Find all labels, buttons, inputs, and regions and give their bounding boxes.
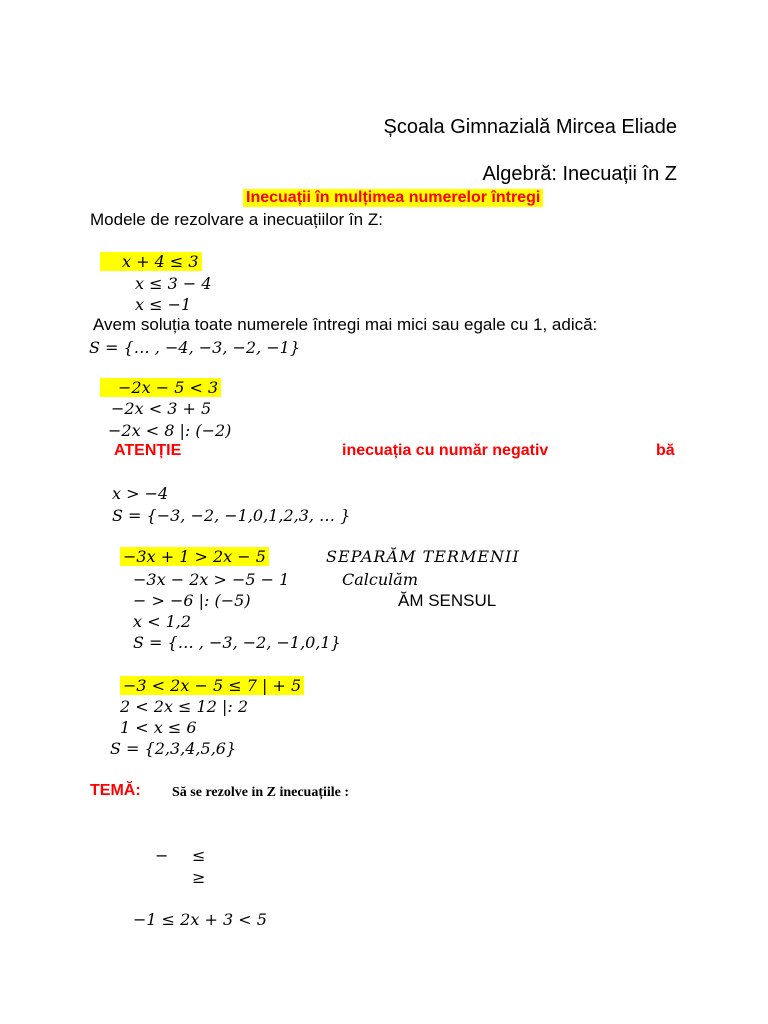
attention-text: inecuația cu număr negativ [342, 442, 549, 459]
ex3-note2: Calculăm [342, 570, 418, 589]
ex3-line4: x < 1,2 [133, 612, 192, 631]
homework-item2: ≥ [192, 868, 206, 887]
intro-text: Modele de rezolvare a inecuațiilor în Z: [90, 210, 383, 229]
ex3-set: S = {… , −3, −2, −1,0,1} [133, 633, 341, 652]
ex3-line3: − > −6 |: (−5) [133, 591, 251, 610]
ex4-line3: 1 < x ≤ 6 [120, 718, 197, 737]
ex4-line2: 2 < 2x ≤ 12 |: 2 [120, 697, 249, 716]
ex3-note3: ĂM SENSUL [398, 591, 497, 610]
ex2-line3: −2x < 8 |: (−2) [108, 421, 232, 440]
homework-item3: −1 ≤ 2x + 3 < 5 [133, 910, 267, 929]
ex3-line1: −3x + 1 > 2x − 5 [120, 547, 269, 566]
homework-label: TEMĂ: [90, 782, 141, 799]
ex3-line2: −3x − 2x > −5 − 1 [133, 570, 290, 589]
ex2-line4: x > −4 [112, 484, 169, 503]
homework-text: Să se rezolve in Z inecuațiile : [172, 785, 350, 800]
ex3-note1: SEPARĂM TERMENII [326, 547, 520, 566]
ex1-line1: x + 4 ≤ 3 [100, 252, 202, 271]
attention-end: bă [656, 442, 675, 459]
homework-item1-a: − [155, 846, 169, 865]
school-name: Școala Gimnazială Mircea Eliade [383, 116, 677, 138]
subject-title: Algebră: Inecuații în Z [482, 163, 677, 185]
homework-item1-b: ≤ [192, 846, 206, 865]
ex1-line3: x ≤ −1 [135, 295, 192, 314]
ex2-line2: −2x < 3 + 5 [111, 399, 212, 418]
ex1-line2: x ≤ 3 − 4 [135, 274, 212, 293]
attention-label: ATENȚIE [114, 442, 182, 459]
ex2-line1: −2x − 5 < 3 [100, 378, 221, 397]
page-title: Inecuații în mulțimea numerelor întregi [243, 189, 543, 207]
ex2-set: S = {−3, −2, −1,0,1,2,3, … } [112, 506, 351, 525]
ex4-line1: −3 < 2x − 5 ≤ 7 | + 5 [120, 676, 304, 695]
ex1-note: Avem soluția toate numerele întregi mai mici sau egale cu 1, adică: [93, 315, 598, 334]
ex4-set: S = {2,3,4,5,6} [110, 739, 237, 758]
ex1-set: S = {… , −4, −3, −2, −1} [89, 338, 301, 357]
